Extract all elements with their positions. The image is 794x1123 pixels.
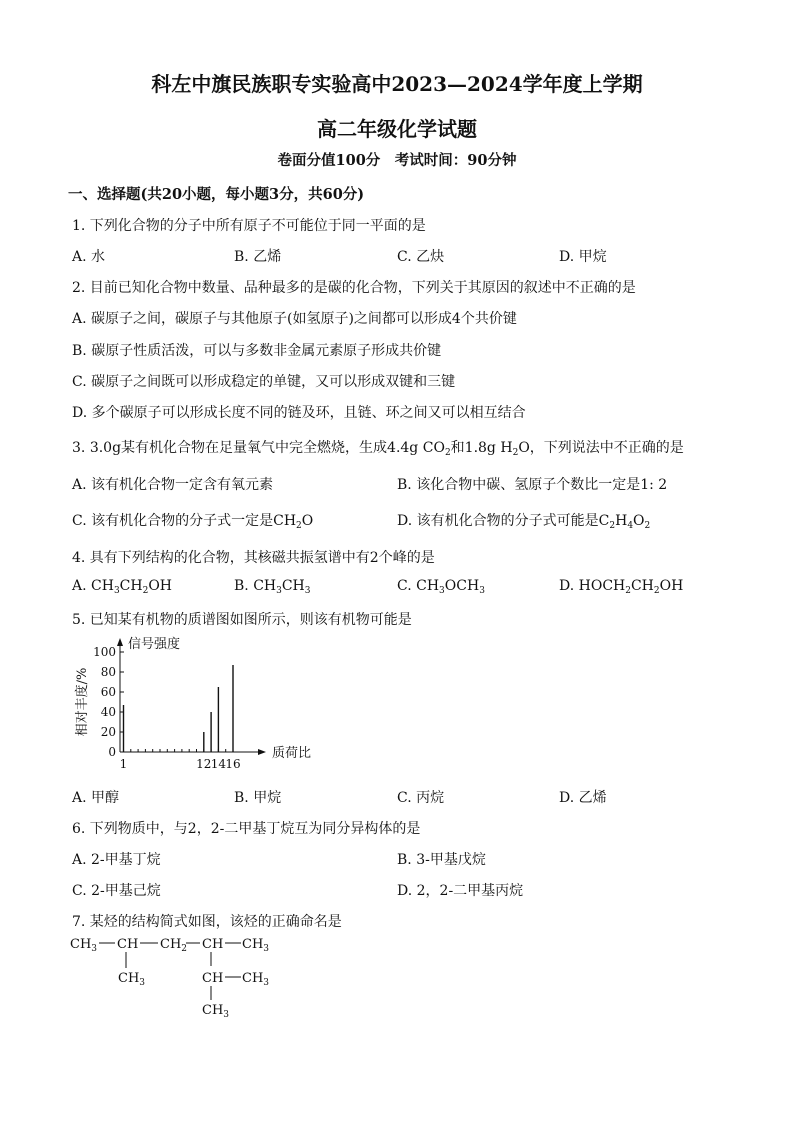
- group-ch-1: CH: [117, 937, 139, 952]
- question-4-option-b: B. $CH_3CH_3$: [234, 578, 311, 596]
- y-tick-label: 60: [100, 685, 116, 699]
- question-1-stem: 1. 下列化合物的分子中所有原子不可能位于同一平面的是: [72, 218, 426, 234]
- group-ch-branch-2: CH: [202, 971, 224, 986]
- x-tick-label: 14: [210, 757, 227, 771]
- y-tick-label: 0: [108, 745, 116, 759]
- question-4-option-d: D. $HOCH_2CH_2OH$: [559, 578, 684, 596]
- question-2-stem: 2. 目前已知化合物中数量、品种最多的是碳的化合物，下列关于其原因的叙述中不正确的是: [72, 280, 636, 296]
- y-axis-title: 信号强度: [128, 637, 181, 652]
- group-ch-2: CH: [202, 937, 224, 952]
- y-tick-label: 40: [100, 705, 116, 719]
- question-4-option-c: C. $CH_3OCH_3$: [397, 578, 485, 596]
- x-axis-arrow: [258, 749, 266, 755]
- question-2-option-d: D. 多个碳原子可以形成长度不同的链及环，且链、环之间又可以相互结合: [72, 405, 526, 421]
- group-ch3-right: $CH_3$: [242, 937, 270, 954]
- exam-subject-title: 高二年级化学试题: [317, 117, 477, 141]
- group-ch3-left: $CH_3$: [70, 937, 98, 954]
- exam-title: 科左中旗民族职专实验高中2023—2024学年度上学期: [151, 72, 643, 96]
- x-tick-label: 12: [196, 757, 212, 771]
- question-3-option-b: B. 该化合物中碳、氢原子个数比一定是1: 2: [397, 477, 668, 493]
- group-ch3-branch-2-right: $CH_3$: [242, 971, 270, 988]
- question-1-option-b: B. 乙烯: [234, 249, 282, 265]
- question-5-option-c: C. 丙烷: [397, 790, 445, 806]
- question-5-option-b: B. 甲烷: [234, 790, 282, 806]
- x-axis-label: 质荷比: [272, 746, 312, 761]
- question-6-option-a: A. 2-甲基丁烷: [72, 852, 161, 868]
- question-1-option-c: C. 乙炔: [397, 249, 445, 265]
- section-heading: 一、选择题(共20小题，每小题3分，共60分): [68, 186, 365, 203]
- question-4-stem: 4. 具有下列结构的化合物，其核磁共振氢谱中有2个峰的是: [72, 550, 435, 566]
- exam-info: 卷面分值100分 考试时间：90分钟: [277, 152, 517, 169]
- hydrocarbon-structure: [68, 930, 288, 1020]
- question-2-option-c: C. 碳原子之间既可以形成稳定的单键，又可以形成双键和三键: [72, 374, 456, 390]
- question-5-stem: 5. 已知某有机物的质谱图如图所示，则该有机物可能是: [72, 612, 412, 628]
- question-6-stem: 6. 下列物质中，与2，2-二甲基丁烷互为同分异构体的是: [72, 821, 421, 837]
- question-1-option-d: D. 甲烷: [559, 249, 607, 265]
- question-3-stem: 3. 3.0g某有机化合物在足量氧气中完全燃烧，生成4.4g $CO_2$和1.8g $H_2O$，下列说法中不正确的是: [72, 440, 684, 458]
- question-6-option-b: B. 3-甲基戊烷: [397, 852, 486, 868]
- question-5-option-d: D. 乙烯: [559, 790, 607, 806]
- y-tick-label: 80: [100, 665, 116, 679]
- y-tick-label: 20: [100, 725, 116, 739]
- question-6-option-c: C. 2-甲基己烷: [72, 883, 161, 899]
- y-axis-label: 相对丰度/%: [75, 667, 90, 737]
- x-tick-label: 1: [119, 757, 128, 771]
- chart-plot: [74, 636, 311, 771]
- question-2-option-a: A. 碳原子之间，碳原子与其他原子(如氢原子)之间都可以形成4个共价键: [72, 311, 517, 327]
- question-3-option-a: A. 该有机化合物一定含有氧元素: [72, 477, 274, 493]
- mass-spectrum-chart: [70, 630, 330, 778]
- group-ch3-branch-2-bottom: $CH_3$: [202, 1003, 230, 1020]
- question-3-option-c: C. 该有机化合物的分子式一定是$CH_2O$: [72, 513, 314, 531]
- x-tick-label: 16: [225, 757, 241, 771]
- question-6-option-d: D. 2，2-二甲基丙烷: [397, 883, 524, 899]
- question-2-option-b: B. 碳原子性质活泼，可以与多数非金属元素原子形成共价键: [72, 343, 442, 359]
- question-7-stem: 7. 某烃的结构简式如图，该烃的正确命名是: [72, 914, 342, 930]
- y-tick-label: 100: [93, 645, 116, 659]
- question-1-option-a: A. 水: [72, 249, 106, 265]
- question-4-option-a: A. $CH_3CH_2OH$: [72, 578, 173, 596]
- question-3-option-d: D. 该有机化合物的分子式可能是$C_2H_4O_2$: [397, 513, 651, 531]
- y-axis-arrow: [117, 638, 123, 646]
- group-ch3-branch-1: $CH_3$: [118, 971, 146, 988]
- question-5-option-a: A. 甲醇: [72, 790, 120, 806]
- group-ch2: $CH_2$: [160, 937, 188, 954]
